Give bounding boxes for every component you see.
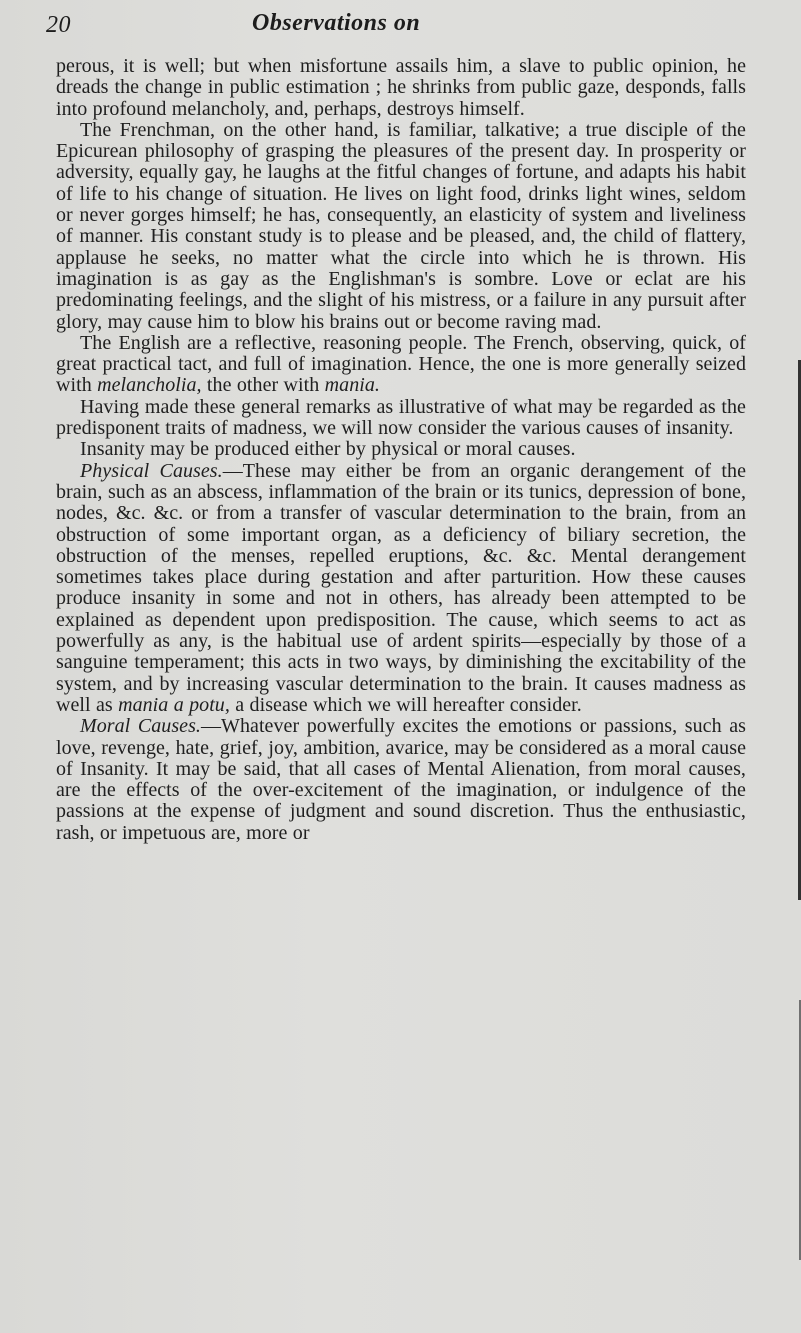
paragraph-3-text-b: the other with	[201, 374, 325, 397]
paragraph-3-text-a: The English are a reflective, reasoning people. The French, observing, quick, of great practical tact, and full of imagination. Hence, the one is more generally seized with	[56, 331, 746, 397]
running-title: Observations on	[252, 10, 421, 36]
page-header	[46, 8, 746, 44]
moral-causes-heading: Moral Causes.	[80, 715, 201, 738]
melancholia-term: melancholia,	[97, 374, 202, 397]
page-number: 20	[46, 12, 71, 38]
paragraph-6	[56, 461, 746, 717]
physical-causes-heading: Physical Causes.	[80, 459, 223, 482]
paragraph-7-text: —Whatever powerfully excites the emotions or passions, such as love, revenge, hate, grief, joy, ambition, avarice, may be considered as a moral cause of Insanity. It may be said, that all cases of Mental Alienation, from moral causes, are the effects of the over-excitement of the imagination, or indulgence of the passions at the expense of judgment and sound discretion. Thus the enthusiastic, rash, or impetuous are, more or	[56, 715, 746, 844]
paragraph-5-text: Insanity may be produced either by physical or moral causes.	[80, 438, 576, 461]
paragraph-7	[56, 716, 746, 844]
paragraph-2	[56, 120, 746, 333]
paragraph-5	[56, 439, 746, 460]
mania-term: mania.	[324, 374, 380, 397]
paragraph-4-text: Having made these general remarks as illustrative of what may be regarded as the predisponent traits of madness, we will now consider the various causes of insanity.	[56, 395, 746, 440]
body-text	[56, 56, 746, 844]
paragraph-1	[56, 56, 746, 120]
mania-a-potu-term: mania a potu,	[118, 693, 230, 716]
paragraph-2-text: The Frenchman, on the other hand, is familiar, talkative; a true disciple of the Epicurean philosophy of grasping the pleasures of the present day. In prosperity or adversity, equally gay, he laughs at the fitful changes of fortune, and adapts his habit of life to his change of situation. He lives on light food, drinks light wines, seldom or never gorges himself; he has, consequently, an elasticity of system and liveliness of manner. His constant study is to please and be pleased, and, the child of flattery, applause he seeks, no matter what the circle into which he is thrown. His imagination is as gay as the Englishman's is sombre. Love or eclat are his predominating feelings, and the slight of his mistress, or a failure in any pursuit after glory, may cause him to blow his brains out or become raving mad.	[56, 118, 746, 333]
paragraph-6-text-a: —These may either be from an organic derangement of the brain, such as an abscess, inflammation of the brain or its tunics, depression of bone, nodes, &c. &c. or from a transfer of vascular determination to the brain, from an obstruction of some important organ, as a deficiency of biliary secretion, the obstruction of the menses, repelled eruptions, &c. &c. Mental derangement sometimes takes place during gestation and after parturition. How these causes produce insanity in some and not in others, has already been attempted to be explained as dependent upon predisposition. The cause, which seems to act as powerfully as any, is the habitual use of ardent spirits—especially by those of a sanguine temperament; this acts in two ways, by diminishing the excitability of the system, and by increasing vascular determination to the brain. It causes madness as well as	[56, 459, 746, 716]
paragraph-1-text: perous, it is well; but when misfortune assails him, a slave to public opinion, he dreads the change in public estimation ; he shrinks from public gaze, desponds, falls into profound melancholy, and, perhaps, destroys himself.	[56, 55, 746, 120]
paragraph-6-text-b: a disease which we will hereafter consider.	[229, 693, 582, 716]
paragraph-4	[56, 397, 746, 440]
paragraph-3	[56, 333, 746, 397]
